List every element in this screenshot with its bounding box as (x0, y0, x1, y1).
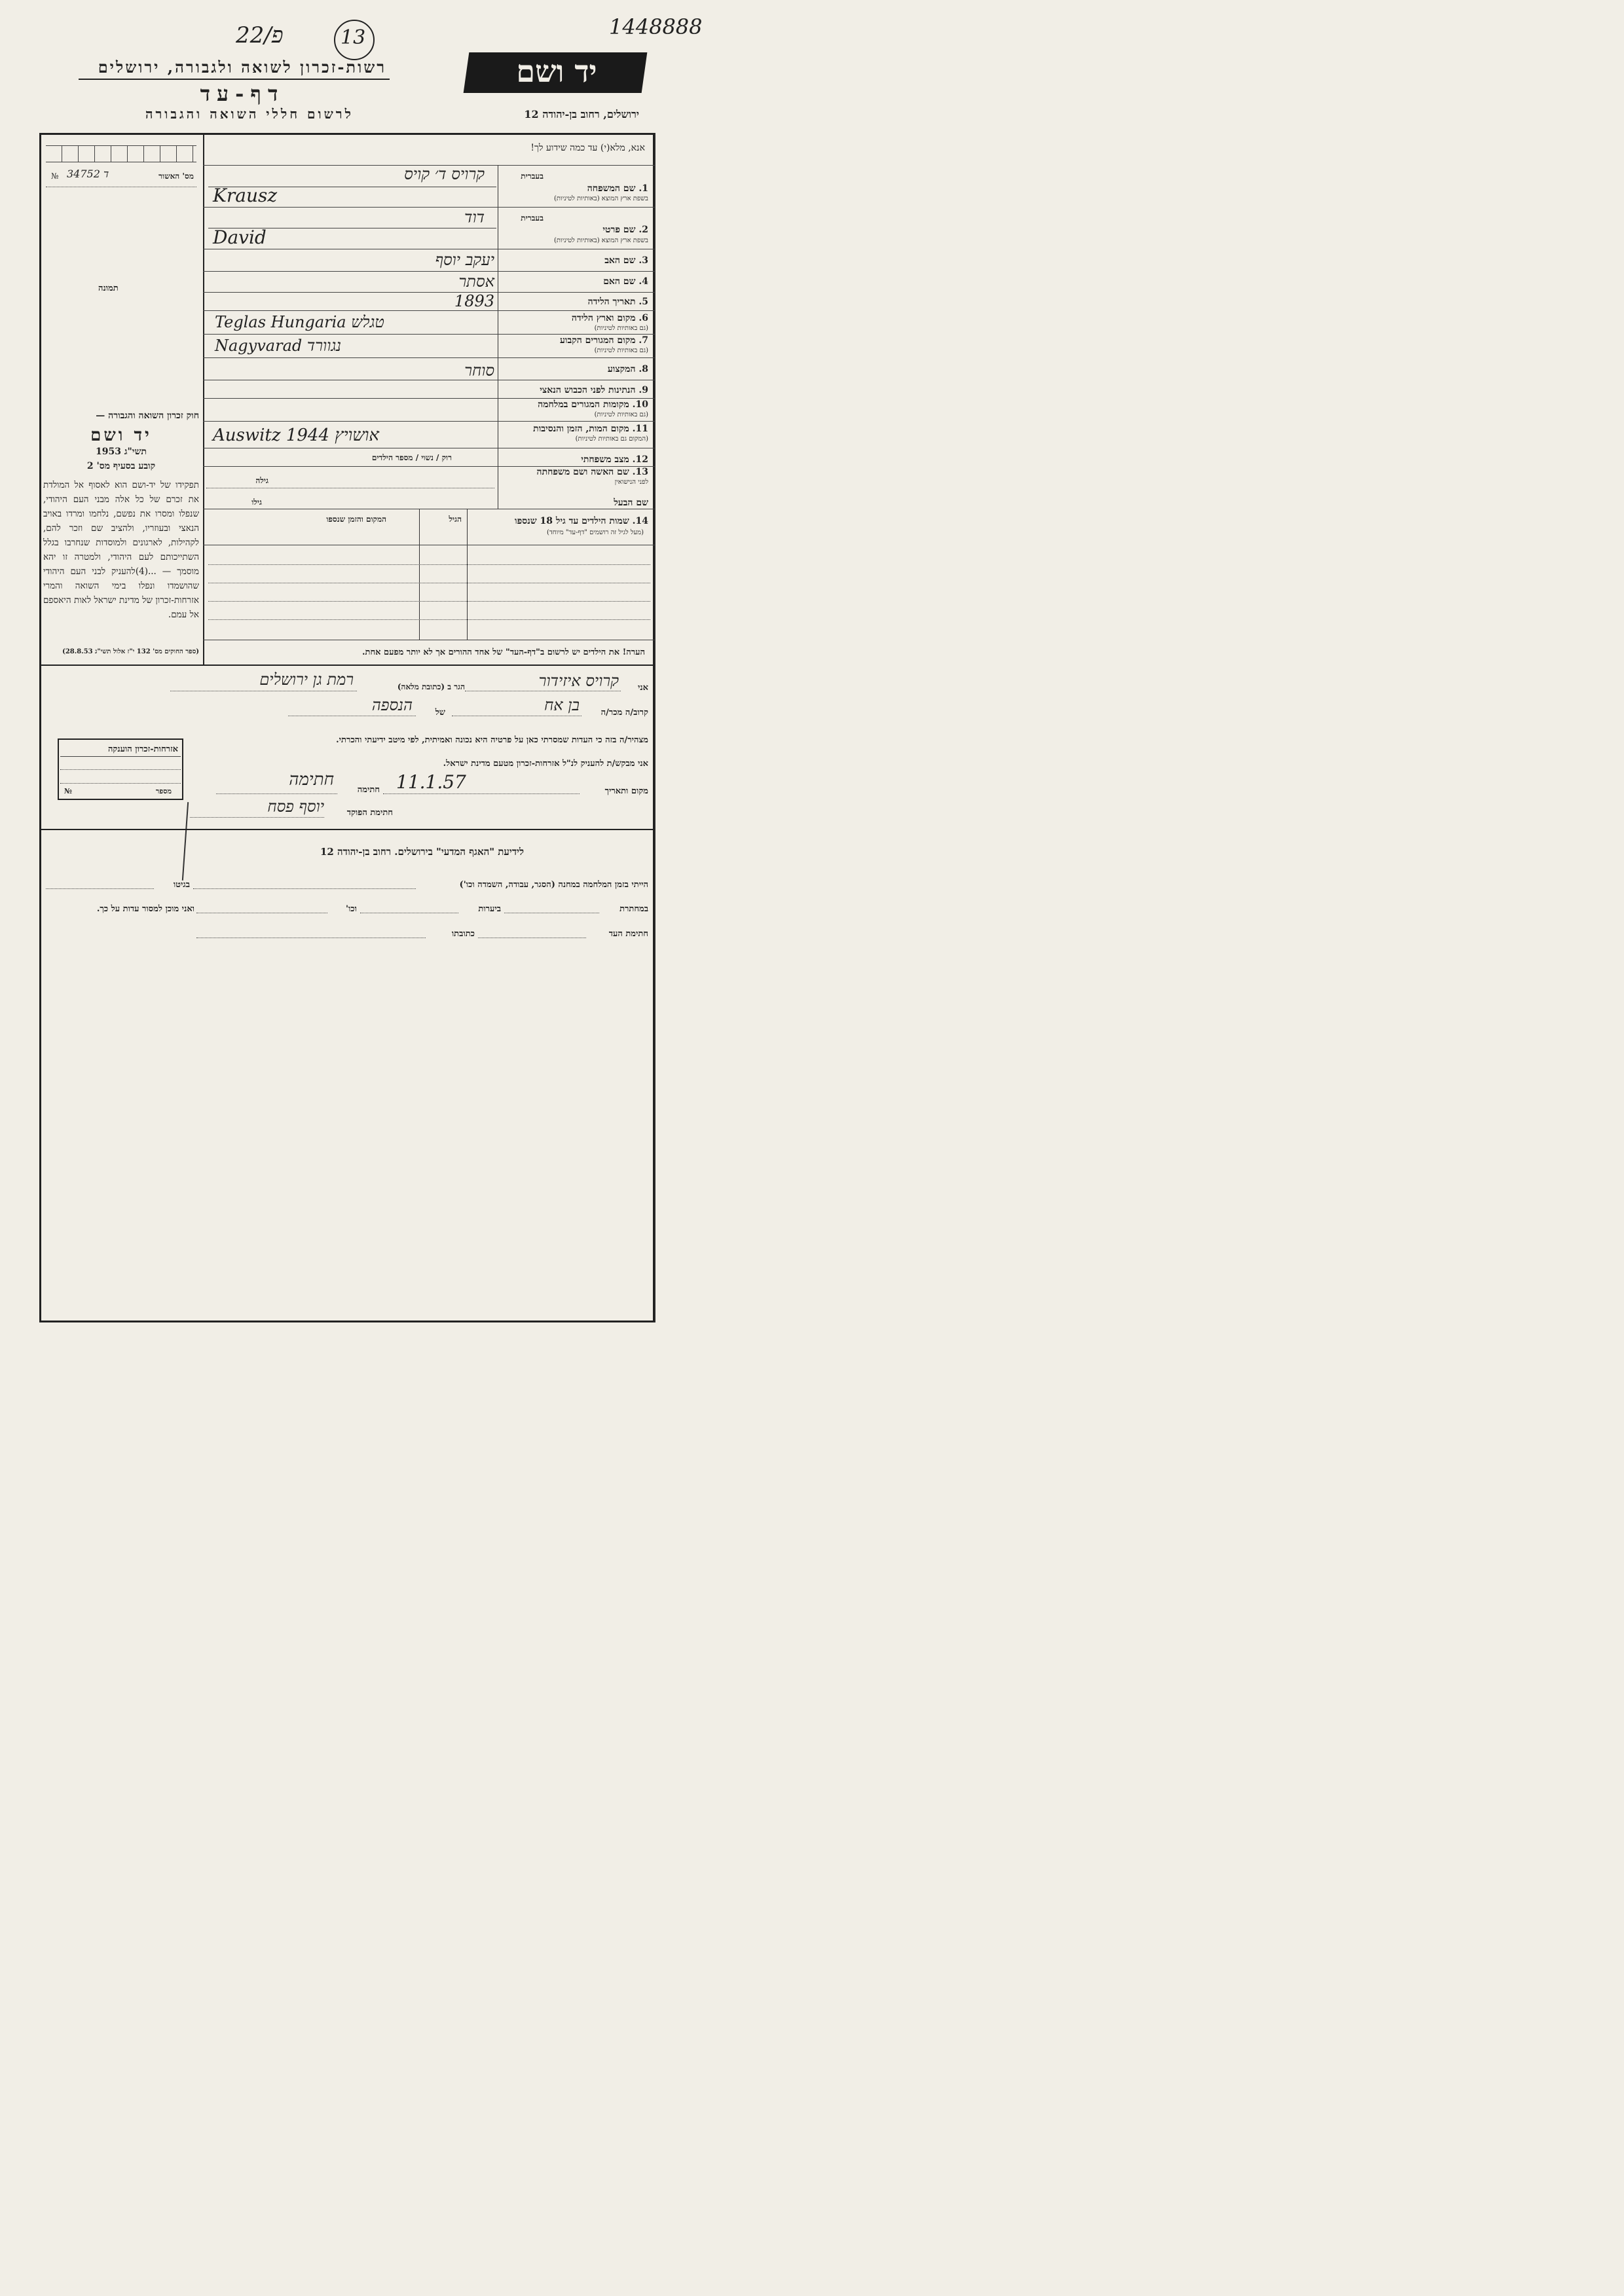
field-label-husband: שם הבעל (614, 498, 648, 508)
row-rule (203, 421, 655, 422)
death-place-date: Auswitz 1944 אושויץ (213, 426, 379, 445)
field-sub-death: (המקום גם באותיות לטיניות) (575, 435, 648, 443)
officer-label: חתימת הפוקד (346, 808, 393, 818)
husband-age-label: גילו (251, 498, 262, 507)
field-label-firstname: 2. שם פרטי (602, 225, 648, 235)
mother-name: אסתר (458, 272, 494, 291)
relation-value: בן אח (544, 696, 580, 714)
field-label-birthplace: 6. מקום וארץ הלידה (571, 313, 648, 323)
marital-status: רוק / נשוי / מספר הילדים (371, 453, 452, 462)
memorial-box-nr: № (64, 787, 72, 795)
children-note: הערה! את הילדים יש לרשום ב"דף-העד" של אחד ההורים אך לא יותר מפעם אחת. (362, 647, 645, 657)
ghetto-line (46, 888, 154, 889)
children-place-header: המקום והזמן שנספו (326, 515, 386, 524)
relation-label: קרוב/ה מכר/ה (600, 708, 648, 718)
testimony-label: ואני מוכן למסור עדות על כך. (96, 904, 194, 914)
law-text: תפקידו של יד-ושם הוא לאסוף אל המולדת את זכרם של כל אלה מבני העם היהודי, שנפלו ומסרו את נפשם, נלחמו ומרדו באויב הנאצי ובעוזריו, ולהציב שם וזכר להם, לקהילות, לארגונים ולמוסדות שנחרבו בגלל השתייכותם לעם היהודי, ולמטרה זו יהא מוסמך — ...(4)להעניק לבני העם היהודי שהושמדו ונפלו בימי השואה והמרי אזרחות-זכרון של מדינת ישראל לאות היאספם אל עמם. (43, 480, 199, 620)
left-column-divider (203, 134, 204, 665)
birthplace: Teglas Hungaria טגלש (215, 313, 384, 331)
field-label-wife: 13. שם האשה ושם משפחתה (536, 467, 648, 477)
row-rule (203, 207, 655, 208)
etc-label: וכו' (346, 904, 357, 914)
declaration-statement: מצהיר/ה בזה כי העדות שמסרתי כאן על פרטיה היא נכונה ואמיתית, לפי מיטב ידיעתי והכרתי. (336, 735, 648, 745)
field-label-father: 3. שם האב (604, 255, 648, 266)
memorial-box-title: אזרחות-זכרון הוענקה (107, 744, 178, 754)
declaration-request: אני מבקש/ת להעניק לנ"ל אזרחות-זכרון מטעם מדינת ישראל. (443, 759, 648, 769)
row-rule (203, 357, 655, 358)
field-label-birthdate: 5. תאריך הלידה (587, 297, 648, 307)
law-source: (ספר החוקים מס' 132 י"ז אלול תשי"ג 28.8.53) (62, 648, 199, 655)
witness-address-label: כתובתו (451, 929, 475, 939)
underground-label: במחתרת (619, 904, 648, 914)
signature-line (216, 793, 337, 794)
row-rule (208, 601, 650, 602)
of-label: של (435, 708, 445, 718)
in-hebrew-label-1: בעברית (521, 172, 544, 181)
forests-label: ביערות (478, 904, 501, 914)
officer-signature: יוסף פסח (267, 797, 324, 816)
bottom-section-rule (41, 829, 654, 830)
document-number: 1448888 (609, 14, 703, 39)
children-sub: (מעל לגיל זה רושמים "דף-עד" מיוחד) (547, 529, 644, 536)
law-year: תשי"ג 1953 (96, 446, 147, 457)
circled-number: 13 (341, 26, 366, 49)
field-sub-surname: בשפת ארץ המוצא (באותיות לטיניות) (554, 195, 648, 202)
page-ref-annotation: 22/פ (236, 22, 284, 48)
field-sub-war-residence: (גם באותיות לטיניות) (594, 411, 648, 418)
children-label: 14. שמות הילדים עד גיל 18 שנספו (515, 516, 648, 526)
surname-hebrew: קרויס ד׳ קויס (404, 165, 485, 183)
form-intro: אנא, מלא(י) עד כמה שידוע לך! (530, 143, 645, 153)
declarant-name: קרויס איזידור (538, 672, 619, 690)
declarant-label: אני (638, 683, 648, 693)
row-rule (203, 271, 655, 272)
surname-latin: Krausz (213, 185, 278, 206)
field-label-nationality: 9. הנתינות לפני הכבוש הנאצי (540, 385, 648, 395)
signature-label: חתימה (357, 785, 380, 795)
box-rule (60, 783, 181, 784)
row-rule (203, 310, 655, 311)
field-label-surname: 1. שם המשפחה (587, 183, 648, 194)
photo-label: תמונה (98, 283, 119, 293)
birthdate: 1893 (454, 292, 494, 310)
field-label-mother: 4. שם האם (603, 276, 648, 287)
father-name: יעקב יוסף (435, 251, 494, 269)
children-age-header: הגיל (449, 515, 462, 524)
header-rule (79, 79, 390, 80)
tick-boxes (46, 145, 196, 162)
row-rule (203, 334, 655, 335)
field-label-residence: 7. מקום המגורים הקבוע (560, 335, 648, 346)
field-sub-residence: (גם באותיות לטיניות) (594, 347, 648, 354)
form-frame (39, 133, 655, 1322)
box-rule (60, 769, 181, 770)
authority-title: רשות-זכרון לשואה ולגבורה, ירושלים (98, 58, 386, 77)
wife-age-label: גילה (255, 476, 268, 485)
field-sub-birthplace: (גם באותיות לטיניות) (594, 325, 648, 332)
children-col-divider (467, 509, 468, 640)
field-label-death: 11. מקום המות, הזמן והנסיבות (533, 424, 648, 434)
date-value: 11.1.57 (396, 771, 466, 793)
logo-text: יד ושם (516, 54, 597, 89)
camp-line (193, 888, 416, 889)
law-clause: קובע בסעיף מס' 2 (86, 461, 156, 471)
residence: Nagyvarad נגוורד (215, 337, 342, 355)
page-title: דף-עד (200, 81, 285, 106)
ghetto-label: בגיטו (173, 880, 190, 890)
box-rule (60, 756, 181, 757)
law-title: חוק זכרון השואה והגבורה — (96, 410, 199, 421)
firstname-latin: David (213, 227, 267, 248)
memorial-box-number-label: מספר (155, 787, 172, 795)
signature-value: חתימה (289, 770, 334, 790)
page (0, 0, 720, 1019)
field-sub-firstname: בשפת ארץ המוצא (באותיות לטיניות) (554, 237, 648, 244)
bottom-heading: לידיעת "האגף המדעי" בירושלים. רחוב בן-יהודה 12 (320, 846, 524, 858)
witness-signature-label: חתימת העד (608, 929, 648, 939)
law-name: יד ושם (90, 426, 152, 445)
field-label-marital: 12. מצב משפחתי (581, 454, 648, 465)
field-label-war-residence: 10. מקומות המגורים במלחמה (538, 399, 648, 410)
place-date-label: מקום ותאריך (604, 786, 648, 796)
row-rule (208, 564, 650, 565)
occupation: סוחר (464, 361, 494, 380)
header-address: ירושלים, רחוב בן-יהודה 12 (524, 108, 639, 120)
of-value: הנספה (371, 696, 413, 714)
firstname-hebrew: דוד (464, 208, 485, 227)
page-subtitle: לרשום חללי השואה והגבורה (145, 106, 354, 122)
approval-label: מס' האשור (158, 172, 194, 181)
approval-nr-sign: № (51, 172, 59, 181)
row-rule (203, 398, 655, 399)
declarant-address: רמת גן ירושלים (259, 670, 354, 689)
row-rule (208, 619, 650, 620)
children-col-divider (419, 509, 420, 640)
address-label: הגר ב (כתובת מלאה) (397, 682, 465, 691)
approval-number: 34752 ד (67, 168, 109, 180)
officer-line (190, 817, 324, 818)
field-label-occupation: 8. המקצוע (607, 364, 648, 374)
section-rule (39, 665, 655, 666)
place-date-line (383, 793, 580, 794)
camp-line-label: הייתי בזמן המלחמה במחנה (הסגר, עבודה, השמדה וכו') (459, 880, 648, 890)
field-sub-wife: לפני הנישואין (614, 479, 648, 486)
in-hebrew-label-2: בעברית (521, 213, 544, 223)
